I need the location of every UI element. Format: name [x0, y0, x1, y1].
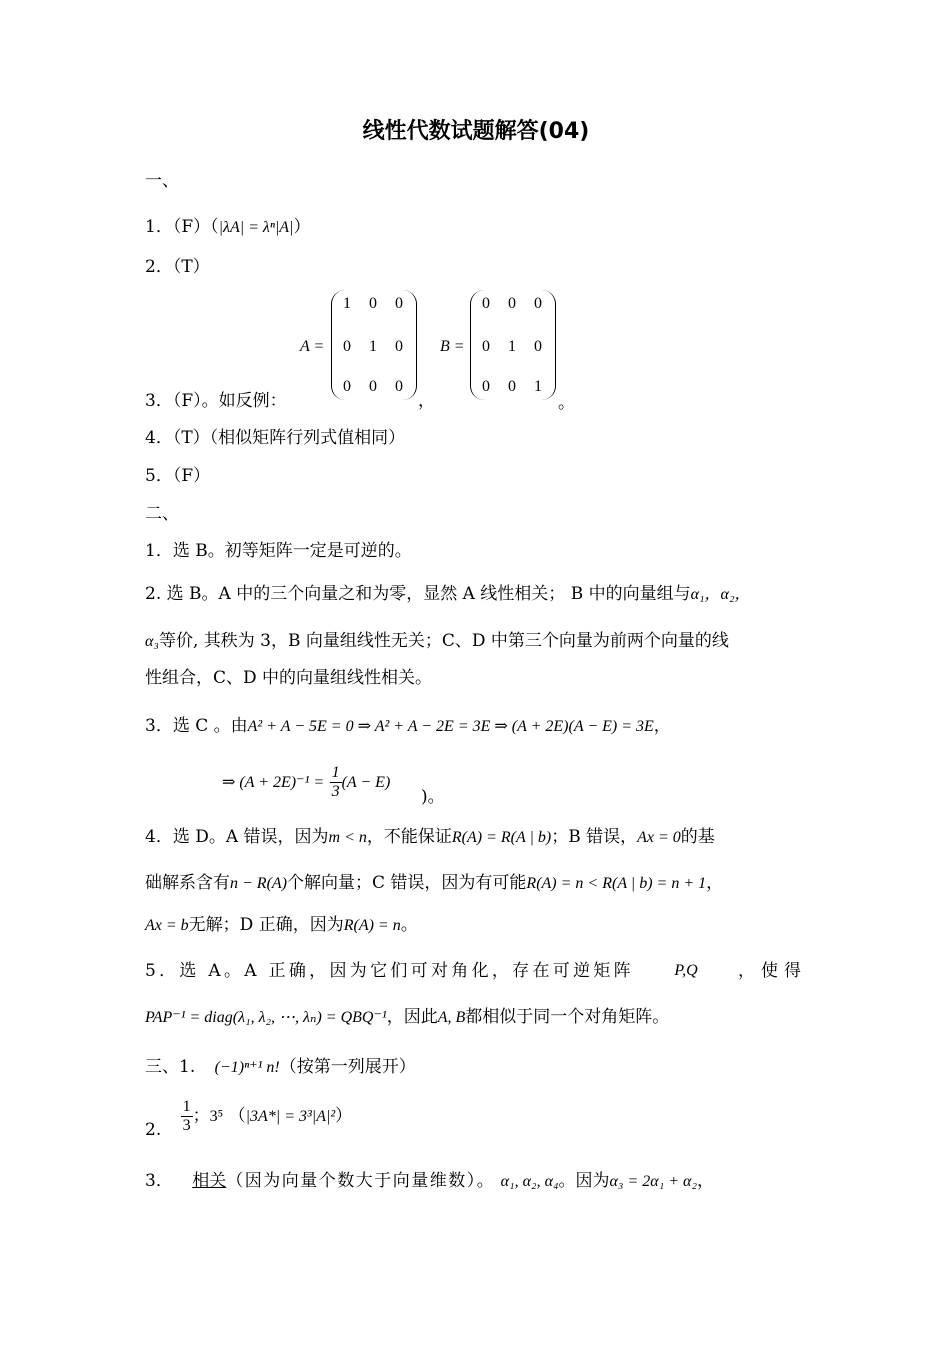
matrix-a-cell: 0 [343, 378, 351, 395]
s2-q5-math: A, B [437, 1009, 466, 1026]
matrix-b-cell: 0 [482, 295, 490, 312]
matrix-a-name: A = [300, 338, 325, 355]
s1-q4: 4．（T）（相似矩阵行列式值相同） [145, 428, 406, 448]
s2-q4-text: ，不能保证 [366, 827, 452, 847]
s2-q4-line1 [145, 826, 715, 849]
matrix-b [470, 290, 556, 402]
s3-q1-note: （按第一列展开） [279, 1057, 416, 1077]
matrix-a-label [300, 338, 324, 356]
s2-q5-text: ，使得 [738, 961, 807, 981]
s1-q5: 5．（F） [145, 466, 211, 486]
s3-q3-text: 。因为 [558, 1171, 610, 1191]
s1-q3-end: 。 [558, 393, 575, 413]
s3-q3-underlined: 相关 [192, 1171, 227, 1191]
matrix-a-cell: 1 [343, 295, 351, 312]
s2-q4-line3 [145, 914, 418, 937]
matrix-a-cell: 0 [395, 378, 403, 395]
matrix-a-cell: 0 [395, 295, 403, 312]
s1-q1-math: |λA| = λⁿ|A| [218, 219, 294, 236]
s3-q3 [145, 1170, 714, 1193]
matrix-a-cell: 0 [369, 295, 377, 312]
s2-q4-text: 4．选 D。A 错误，因为 [145, 827, 329, 847]
s3-q2-math: 3⁵ [209, 1108, 224, 1125]
s2-q4-math: Ax = 0 [637, 829, 681, 846]
matrix-b-cell: 0 [534, 295, 542, 312]
s2-q4-text: ， [706, 873, 724, 893]
s3-q1-label: 三、1. [145, 1057, 196, 1077]
fraction-numerator: 1 [182, 1098, 191, 1115]
s2-q3-comma: ， [653, 716, 671, 736]
matrix-a-cell: 0 [395, 338, 403, 355]
s3-q1 [145, 1056, 416, 1079]
matrix-a-cell: 1 [369, 338, 377, 355]
s2-q5-text: 5．选 A。A 正确，因为它们可对角化，存在可逆矩阵 [145, 961, 634, 981]
s2-q4-text: 个解向量；C 错误，因为有可能 [287, 873, 527, 893]
matrix-b-cell: 0 [482, 378, 490, 395]
matrix-b-label [440, 338, 465, 356]
s3-q1-math: (−1)ⁿ⁺¹ n! [214, 1059, 280, 1076]
s2-q3-line2 [222, 764, 390, 801]
s3-q2-fraction [181, 1098, 193, 1135]
s2-q4-text: ；B 错误， [551, 827, 638, 847]
s2-q4-math: R(A) = R(A | b) [451, 829, 552, 846]
s2-q2-line1 [145, 583, 751, 606]
s2-q3-end: )。 [421, 787, 445, 807]
section-2-heading: 二、 [145, 504, 179, 524]
s2-q5-text: 都相似于同一个对角矩阵。 [465, 1007, 670, 1027]
s2-q5-text: ，因此 [386, 1007, 438, 1027]
s2-q3-math2: ⇒ (A + 2E)⁻¹ = [222, 774, 325, 791]
s3-q2 [145, 1098, 352, 1141]
s1-q2: 2．（T） [145, 257, 210, 277]
matrix-a-cell: 0 [369, 378, 377, 395]
matrix-b-cell: 0 [508, 295, 516, 312]
s1-q1 [145, 216, 310, 239]
s2-q4-math: Ax = b [145, 917, 189, 934]
matrix-b-cell: 1 [534, 378, 542, 395]
page-title: 线性代数试题解答(04) [362, 119, 590, 144]
s2-q4-math: n − R(A) [230, 875, 287, 892]
s2-q5-line1 [145, 960, 807, 982]
s2-q1: 1．选 B。初等矩阵一定是可逆的。 [145, 541, 412, 561]
s2-q3-fraction [330, 764, 342, 801]
s2-q3-line1 [145, 715, 671, 738]
matrix-b-cell: 0 [534, 338, 542, 355]
s2-q4-text: 础解系含有 [145, 873, 230, 893]
s1-q1-close: ） [293, 217, 311, 237]
matrix-a-cell: 0 [343, 338, 351, 355]
s2-q4-text: 的基 [680, 827, 715, 847]
s2-q3-mid: 。由 [213, 716, 248, 736]
s2-q4-math: R(A) = n < R(A | b) = n + 1 [526, 875, 707, 892]
s3-q3-text: ， [697, 1171, 715, 1191]
fraction-denominator: 3 [182, 1117, 191, 1134]
s2-q4-math: R(A) = n [343, 917, 401, 934]
s2-q2-line3: 性组合，C、D 中的向量组线性相关。 [145, 668, 433, 688]
matrix-b-cell: 0 [482, 338, 490, 355]
s1-q3-comma: ， [418, 391, 435, 411]
s2-q2-text1: 2. 选 B。A 中的三个向量之和为零，显然 A 线性相关； B 中的向量组与 [145, 584, 691, 604]
s3-q3-text: （因为向量个数大于向量维数）。 [226, 1171, 496, 1191]
section-1-heading: 一、 [145, 171, 179, 191]
s2-q2-line2 [145, 630, 729, 653]
s2-q3-math3: (A − E) [341, 774, 391, 791]
s2-q4-text: 无解；D 正确，因为 [188, 915, 344, 935]
s2-q5-math: PAP⁻¹ = diag(λ₁, λ₂, ⋯, λₙ) = QBQ⁻¹ [145, 1009, 387, 1026]
matrix-b-cell: 1 [508, 338, 516, 355]
s1-q3-label: 3．（F）。如反例： [145, 391, 287, 411]
s2-q2-text2: 等价, 其秩为 3，B 向量组线性无关；C、D 中第三个向量为前两个向量的线 [158, 631, 729, 651]
s3-q3-math: α₁, α₂, α₄ [500, 1173, 559, 1190]
s3-q2-close: ） [335, 1106, 353, 1126]
s3-q2-label: 2. [145, 1120, 162, 1140]
matrix-b-name: B = [440, 338, 465, 355]
s2-q2-math2: α₃ [145, 633, 159, 650]
s3-q2-open: （ [228, 1106, 246, 1126]
s3-q2-sep: ； [192, 1106, 210, 1126]
matrix-b-cell: 0 [508, 378, 516, 395]
matrix-a [331, 290, 417, 402]
fraction-denominator: 3 [331, 783, 340, 800]
s2-q2-math1: α₁，α₂， [690, 586, 751, 603]
s1-q1-label: 1．（F）（ [145, 217, 219, 237]
s2-q3-label: 3．选 C [145, 716, 214, 736]
s2-q4-line2 [145, 872, 723, 895]
s2-q4-math: m < n [328, 829, 367, 846]
fraction-numerator: 1 [331, 764, 340, 781]
s3-q2-math2: |3A*| = 3³|A|² [245, 1108, 336, 1125]
s3-q3-math: α₃ = 2α₁ + α₂ [609, 1173, 698, 1190]
s2-q3-math: A² + A − 5E = 0 ⇒ A² + A − 2E = 3E ⇒ (A + 2E)(A − E) = 3E [247, 718, 654, 735]
s2-q5-line2 [145, 1006, 669, 1029]
s2-q5-math: P,Q [674, 962, 698, 979]
s2-q4-text: 。 [400, 915, 418, 935]
s3-q3-label: 3． [145, 1171, 173, 1191]
